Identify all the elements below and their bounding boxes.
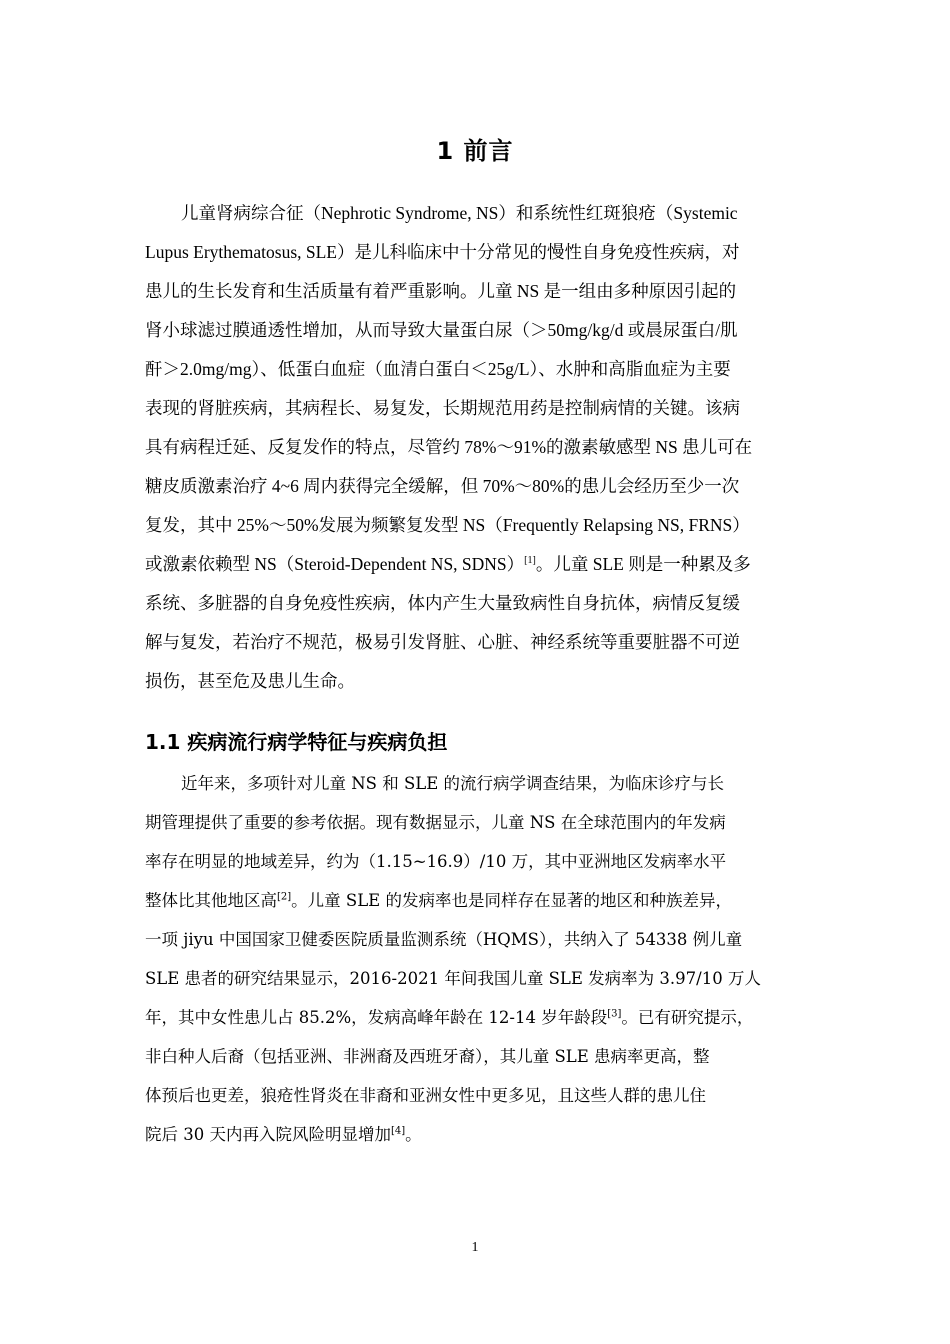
line-text: 或激素依赖型 NS（Steroid-Dependent NS, SDNS） [145,554,525,574]
text-line: 儿童肾病综合征（Nephrotic Syndrome, NS）和系统性红斑狼疮（Systemic [181,203,738,223]
citation-ref: [1] [524,555,536,567]
intro-paragraph [145,194,752,701]
citation-ref: [2] [277,891,292,903]
text-line: 体预后也更差，狼疮性肾炎在非裔和亚洲女性中更多见，且这些人群的患儿住 [145,1086,706,1105]
section-title: 1.1 疾病流行病学特征与疾病负担 [145,730,448,754]
text-line: 非白种人后裔（包括亚洲、非洲裔及西班牙裔），其儿童 SLE 患病率更高，整 [145,1047,710,1066]
text-line: 表现的肾脏疾病，其病程长、易复发，长期规范用药是控制病情的关键。该病 [145,398,740,418]
line-text: 。儿童 SLE 的发病率也是同样存在显著的地区和种族差异， [291,891,732,910]
text-line [145,881,761,920]
chapter-title: 1 前言 [436,137,514,165]
text-line: 肾小球滤过膜通透性增加，从而导致大量蛋白尿（＞50mg/kg/d 或晨尿蛋白/肌 [145,320,738,340]
text-line: 一项 jiyu 中国国家卫健委医院质量监测系统（HQMS），共纳入了 54338 例儿童 [145,930,743,949]
text-line [145,545,752,584]
text-line: SLE 患者的研究结果显示，2016-2021 年间我国儿童 SLE 发病率为 3.97/10 万人 [145,969,761,988]
text-line: 系统、多脏器的自身免疫性疾病，体内产生大量致病性自身抗体，病情反复缓 [145,593,740,613]
text-line: 糖皮质激素治疗 4~6 周内获得完全缓解，但 70%～80%的患儿会经历至少一次 [145,476,740,496]
text-line: 期管理提供了重要的参考依据。现有数据显示，儿童 NS 在全球范围内的年发病 [145,813,726,832]
line-text: 整体比其他地区高 [145,891,277,910]
text-line [145,998,761,1037]
line-text: 年，其中女性患儿占 85.2%，发病高峰年龄在 12-14 岁年龄段 [145,1008,608,1027]
line-text: 。儿童 SLE 则是一种累及多 [535,554,751,574]
text-line: 患儿的生长发育和生活质量有着严重影响。儿童 NS 是一组由多种原因引起的 [145,281,737,301]
text-line: 酐＞2.0mg/mg）、低蛋白血症（血清白蛋白＜25g/L）、水肿和高脂血症为主要 [145,359,731,379]
text-line: 复发，其中 25%～50%发展为频繁复发型 NS（Frequently Relapsing NS, FRNS） [145,515,750,535]
line-text: 。已有研究提示， [621,1008,754,1027]
text-line: 率存在明显的地域差异，约为（1.15~16.9）/10 万，其中亚洲地区发病率水平 [145,852,727,871]
text-line: 具有病程迁延、反复发作的特点，尽管约 78%～91%的激素敏感型 NS 患儿可在 [145,437,753,457]
citation-ref: [4] [391,1125,406,1137]
text-line: 解与复发，若治疗不规范，极易引发肾脏、心脏、神经系统等重要脏器不可逆 [145,632,740,652]
text-line: 近年来，多项针对儿童 NS 和 SLE 的流行病学调查结果，为临床诊疗与长 [181,774,725,793]
citation-ref: [3] [607,1008,622,1020]
text-line: Lupus Erythematosus, SLE）是儿科临床中十分常见的慢性自身免疫性疾病，对 [145,242,740,262]
line-text: 。 [405,1125,422,1144]
epidemiology-paragraph [145,764,761,1154]
text-line [145,1115,761,1154]
page-number: 1 [471,1240,479,1255]
text-line: 损伤，甚至危及患儿生命。 [145,671,355,691]
line-text: 院后 30 天内再入院风险明显增加 [145,1125,391,1144]
